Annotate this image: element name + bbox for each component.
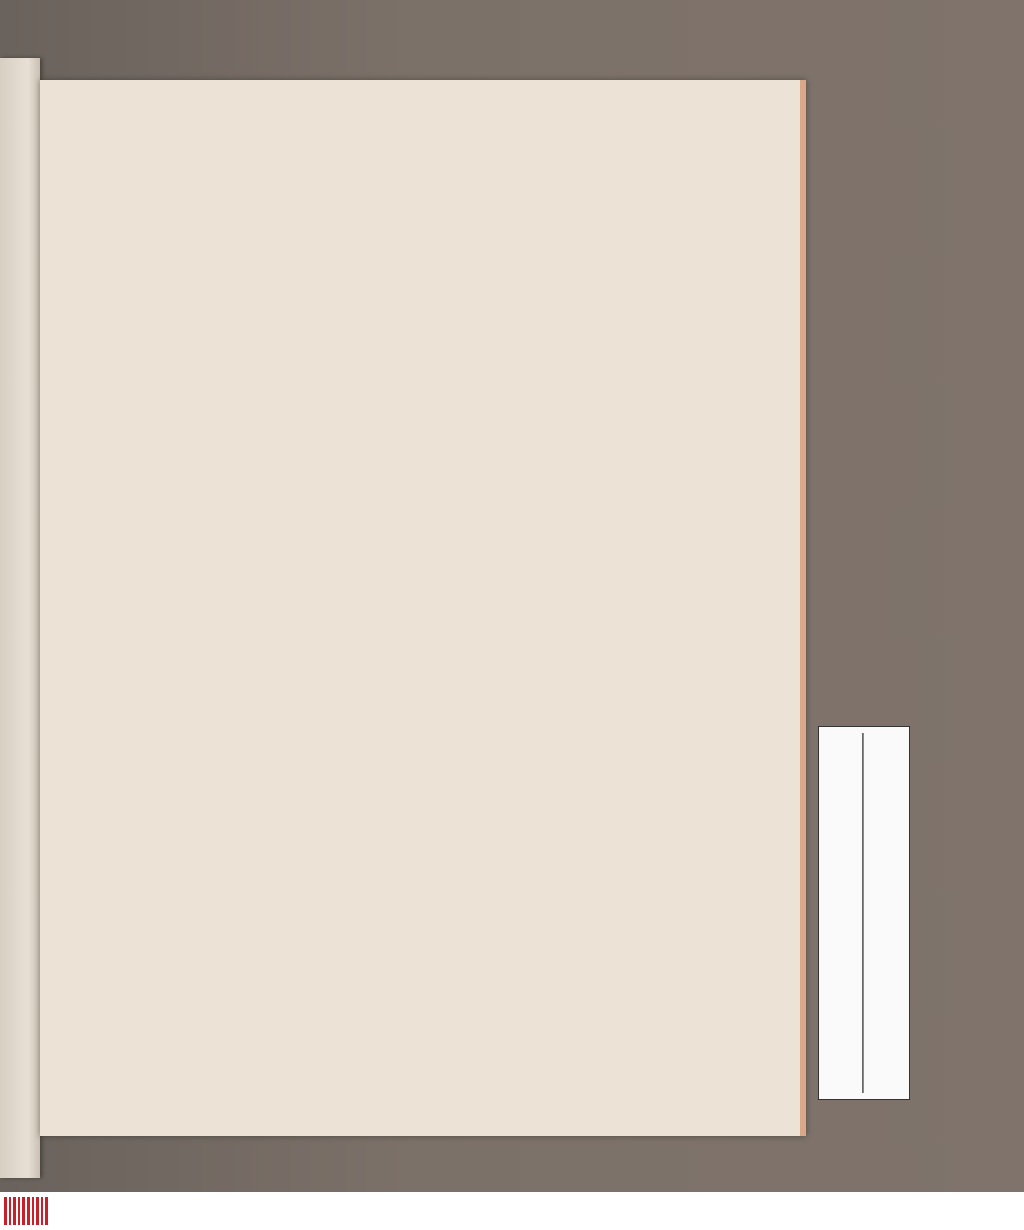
book-page: [40, 80, 806, 1136]
color-ruler-card: [818, 726, 910, 1100]
institution-label: [877, 737, 909, 977]
footer-bar: [0, 1192, 1024, 1230]
hab-logo-icon: [4, 1195, 48, 1227]
measurement-ruler: [819, 727, 879, 1099]
running-header: [136, 128, 656, 160]
gray-scale-label: [877, 945, 909, 1065]
previous-page-edge: [0, 58, 40, 1178]
